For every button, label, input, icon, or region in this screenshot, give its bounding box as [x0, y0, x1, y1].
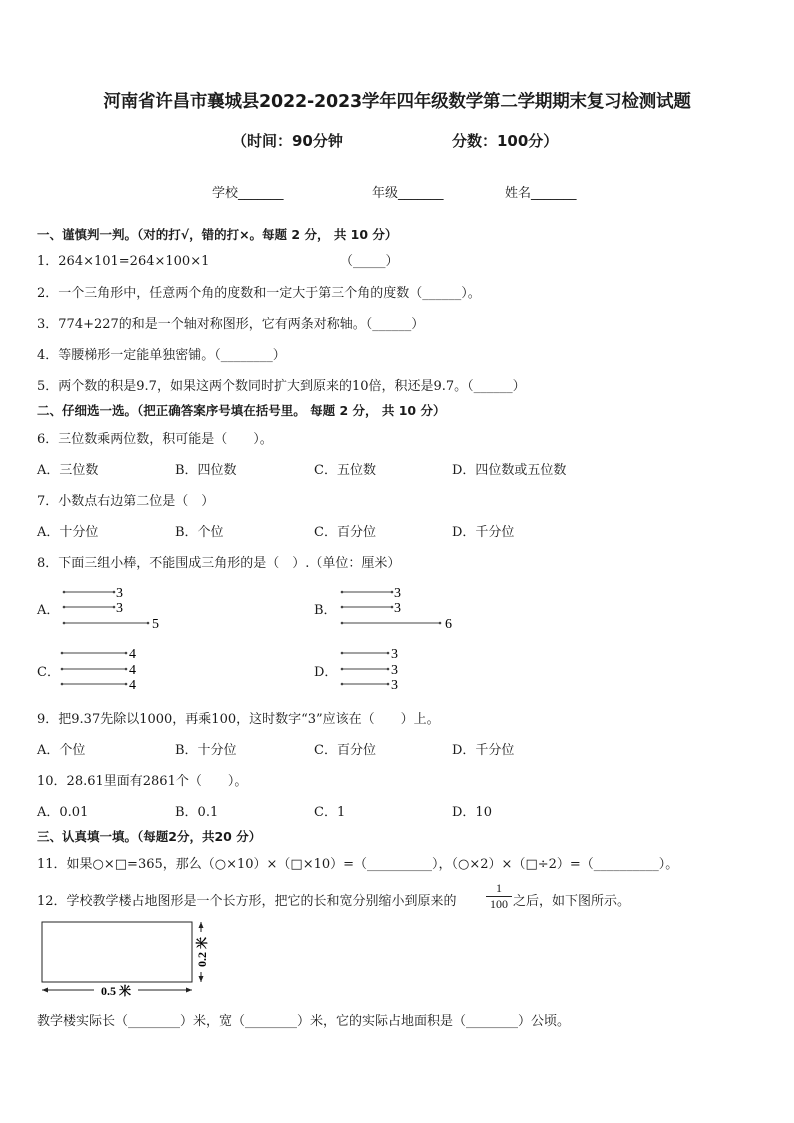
page-title: 河南省许昌市襄城县2022-2023学年四年级数学第二学期期末复习检测试题 [103, 92, 691, 112]
question-6: 6．三位数乘两位数，积可能是（ ）。 [37, 432, 273, 447]
q9-option-a: A．个位 [37, 743, 86, 758]
q6-option-c: C．五位数 [314, 463, 376, 478]
q7-option-b: B．个位 [175, 525, 224, 540]
height-dimension-label: 0.2 米 [195, 936, 209, 968]
section-1-heading: 一、谨慎判一判。（对的打√，错的打×。每题 2 分， 共 10 分） [37, 227, 398, 242]
fraction-numerator: 1 [496, 881, 502, 895]
q9-option-c: C．百分位 [314, 743, 376, 758]
q7-option-d: D．千分位 [452, 525, 515, 540]
question-1: 1．264×101=264×100×1 [37, 254, 210, 269]
q6-option-a: A．三位数 [37, 463, 99, 478]
q6-option-b: B．四位数 [175, 463, 237, 478]
school-field: 学校_______ [212, 186, 284, 201]
section-2-heading: 二、仔细选一选。（把正确答案序号填在括号里。 每题 2 分， 共 10 分） [37, 403, 446, 418]
question-11: 11．如果○×□=365，那么（○×10）×（□×10）=（__________），（○×2）×（□÷2）=（__________）。 [37, 857, 679, 872]
q6-option-d: D．四位数或五位数 [452, 463, 567, 478]
exam-score: 分数：100分） [452, 132, 559, 150]
section-3-heading: 三、认真填一填。（每题2分，共20 分） [37, 829, 262, 844]
question-4: 4．等腰梯形一定能单独密铺。（________） [37, 348, 286, 363]
stick-b2-label: 3 [394, 601, 401, 616]
question-10: 10．28.61里面有2861个（ ）。 [37, 774, 248, 789]
q7-option-a: A．十分位 [37, 525, 99, 540]
stick-d2-label: 3 [391, 663, 398, 678]
question-12-answer: 教学楼实际长（________）米，宽（________）米，它的实际占地面积是（________）公顷。 [37, 1014, 571, 1029]
stick-c1-label: 4 [129, 647, 136, 662]
stick-b3-label: 6 [445, 617, 452, 632]
q10-option-d: D．10 [452, 805, 492, 820]
q10-option-c: C．1 [314, 805, 346, 820]
exam-time: （时间：90分钟 [232, 132, 343, 150]
q8-option-d-label: D． [314, 665, 338, 680]
q10-option-a: A．0.01 [37, 805, 89, 820]
name-field: 姓名_______ [505, 186, 577, 201]
grade-field: 年级_______ [372, 186, 444, 201]
q8-option-b-label: B． [314, 603, 337, 618]
stick-b1-label: 3 [394, 586, 401, 601]
q9-option-d: D．千分位 [452, 743, 515, 758]
stick-a1-label: 3 [116, 586, 123, 601]
width-dimension-label: 0.5 米 [100, 984, 132, 998]
question-12-text [37, 890, 457, 909]
question-1-blank: （_____） [340, 254, 399, 269]
sticks-figure-b [338, 585, 468, 633]
stick-a3-label: 5 [152, 617, 159, 632]
q9-option-b: B．十分位 [175, 743, 237, 758]
question-5: 5．两个数的积是9.7，如果这两个数同时扩大到原来的10倍，积还是9.7。（______） [37, 379, 526, 394]
fraction-one-hundredth [486, 881, 512, 912]
stick-d1-label: 3 [391, 647, 398, 662]
q8-option-c-label: C． [37, 665, 60, 680]
fraction-denominator: 100 [490, 897, 508, 911]
question-8: 8．下面三组小棒，不能围成三角形的是（ ）.（单位：厘米） [37, 556, 401, 571]
question-12-pre: 12．学校教学楼占地图形是一个长方形，把它的长和宽分别缩小到原来的 [37, 894, 457, 909]
q7-option-c: C．百分位 [314, 525, 376, 540]
stick-d3-label: 3 [391, 678, 398, 693]
q10-option-b: B．0.1 [175, 805, 219, 820]
q8-option-a-label: A． [37, 603, 60, 618]
stick-a2-label: 3 [116, 601, 123, 616]
question-12-post: 之后，如下图所示。 [513, 894, 631, 909]
question-7: 7．小数点右边第二位是（ ） [37, 494, 215, 509]
question-2: 2．一个三角形中，任意两个角的度数和一定大于第三个角的度数（______）。 [37, 286, 481, 301]
stick-c2-label: 4 [129, 663, 136, 678]
sticks-figure-d [338, 645, 438, 693]
question-3: 3．774+227的和是一个轴对称图形，它有两条对称轴。（______） [37, 317, 425, 332]
building-rectangle-figure [36, 918, 216, 1002]
sticks-figure-a [60, 585, 170, 633]
question-9: 9．把9.37先除以1000，再乘100，这时数字“3”应该在（ ）上。 [37, 712, 440, 727]
stick-c3-label: 4 [129, 678, 136, 693]
sticks-figure-c [58, 645, 158, 693]
